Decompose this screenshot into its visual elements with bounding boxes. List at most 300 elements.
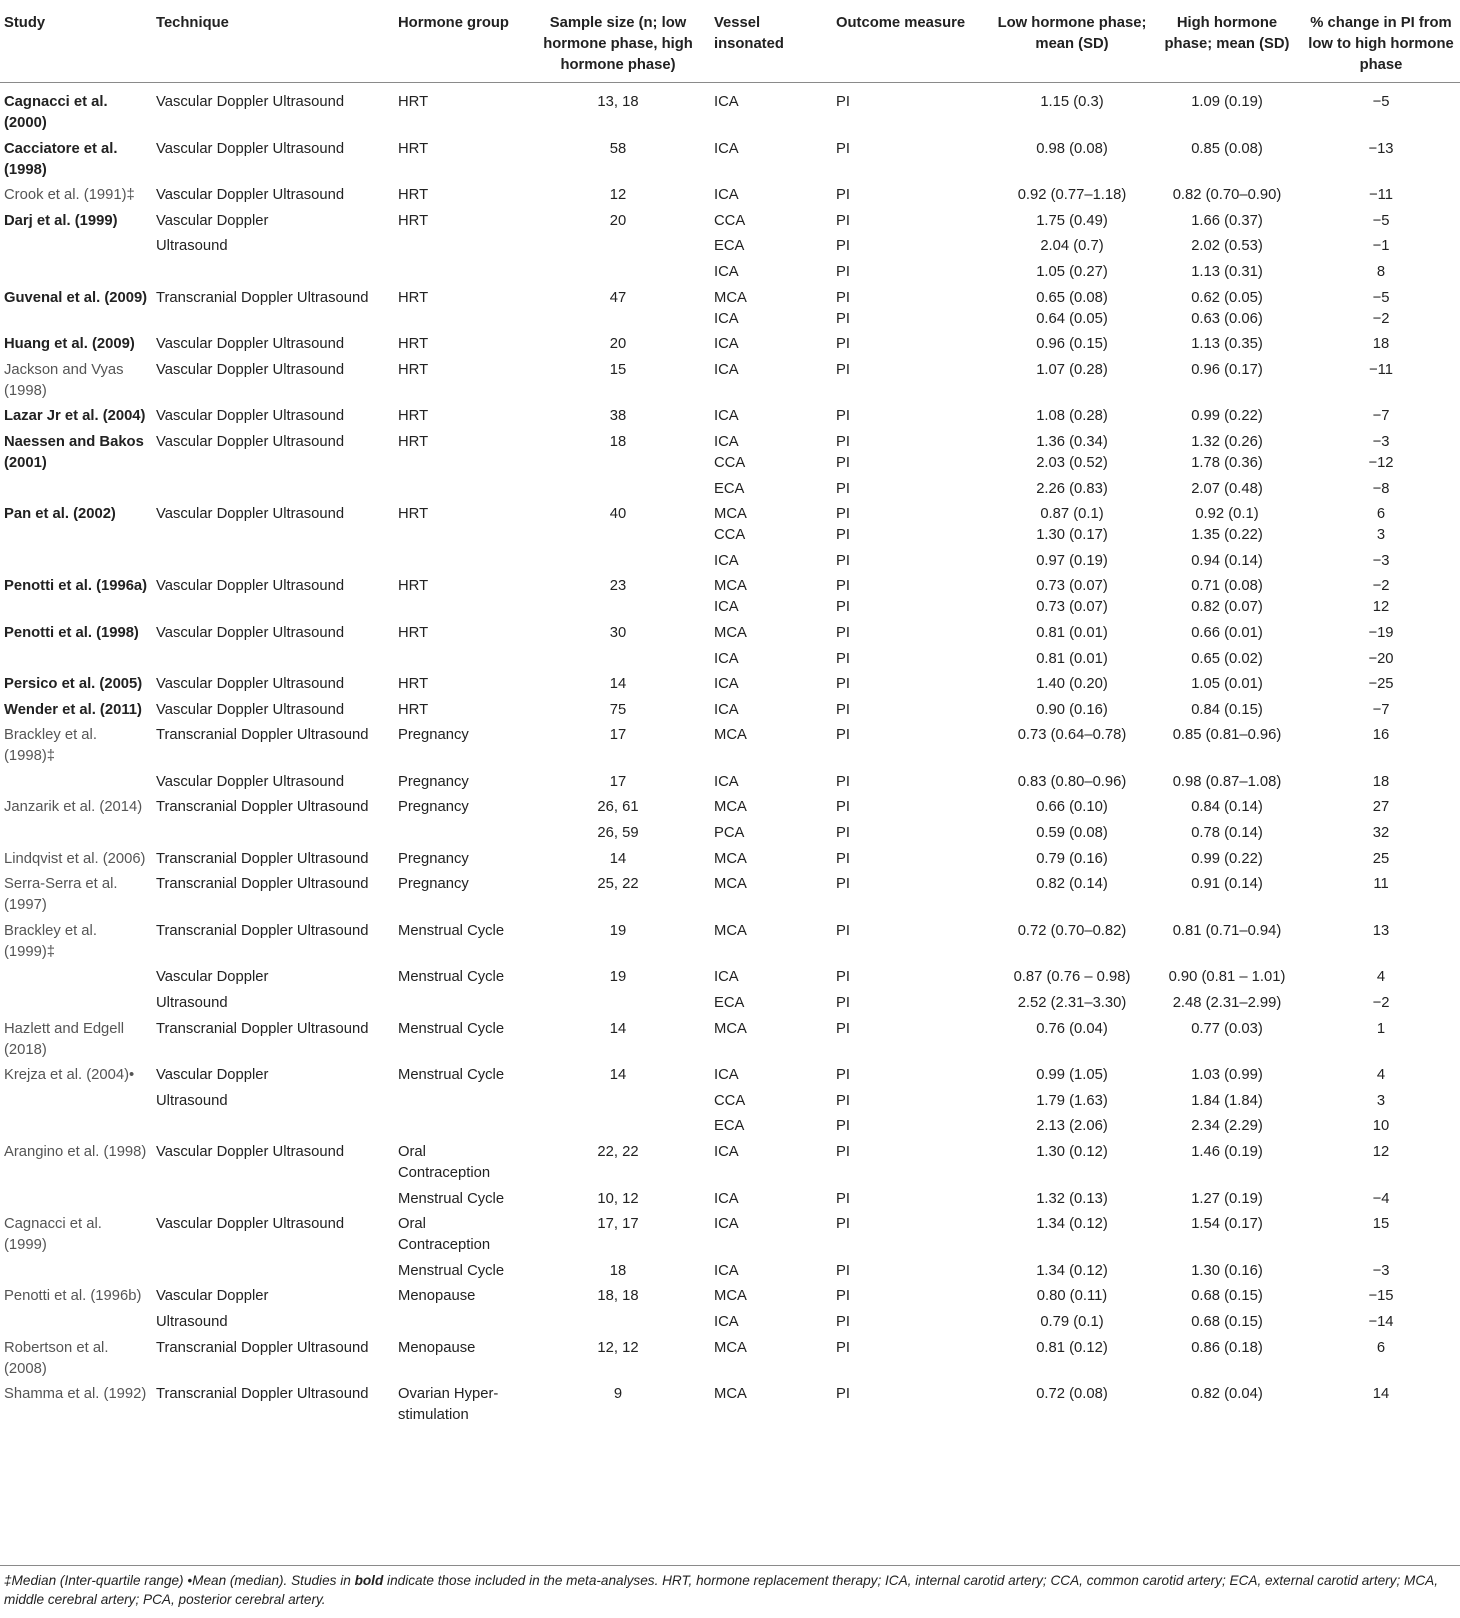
cell-high-phase: 1.32 (0.26) 1.78 (0.36) <box>1191 433 1263 471</box>
cell-high-phase: 0.82 (0.04) <box>1191 1386 1263 1403</box>
cell-vessel: ICA <box>714 94 739 110</box>
cell-study <box>0 234 152 260</box>
cell-low-phase: 0.80 (0.11) <box>1036 1288 1108 1305</box>
cell-percent-change: −14 <box>1368 1313 1394 1330</box>
header-sample-size: Sample size (n; low hormone phase, high hormone phase) <box>526 7 710 83</box>
cell-high-phase: 1.30 (0.16) <box>1191 1262 1263 1279</box>
cell-study: Penotti et al. (1998) <box>4 624 139 641</box>
cell-study: Robertson et al. (2008) <box>4 1339 109 1377</box>
cell-high-phase: 2.48 (2.31–2.99) <box>1172 995 1282 1012</box>
cell-high-phase: 0.99 (0.22) <box>1191 850 1263 867</box>
cell-low-phase: 0.98 (0.08) <box>1036 140 1108 157</box>
cell-technique: Vascular Doppler Ultrasound <box>156 701 345 718</box>
cell-technique: Vascular Doppler Ultrasound <box>156 578 345 595</box>
cell-technique: Vascular Doppler Ultrasound <box>156 187 345 204</box>
cell-hormone-group: HRT <box>398 676 429 693</box>
table-row <box>0 574 1460 621</box>
cell-vessel: MCA ICA <box>714 578 747 616</box>
cell-hormone-group: HRT <box>398 94 429 110</box>
header-vessel: Vessel insonated <box>710 7 832 83</box>
cell-study <box>0 1089 152 1115</box>
cell-percent-change: 10 <box>1372 1118 1390 1135</box>
cell-outcome: PI <box>836 922 850 939</box>
cell-technique: Vascular Doppler Ultrasound <box>156 676 345 693</box>
cell-percent-change: 16 <box>1372 727 1390 744</box>
cell-hormone-group <box>394 821 526 847</box>
cell-technique: Vascular Doppler Ultrasound <box>156 433 345 450</box>
cell-high-phase: 0.85 (0.81–0.96) <box>1172 727 1282 744</box>
cell-study <box>0 1114 152 1140</box>
cell-high-phase: 0.66 (0.01) <box>1191 624 1263 641</box>
cell-outcome: PI <box>836 995 850 1012</box>
cell-high-phase: 1.46 (0.19) <box>1191 1144 1263 1160</box>
table-row <box>0 1284 1460 1310</box>
cell-low-phase: 0.79 (0.1) <box>1040 1313 1104 1330</box>
cell-study: Cagnacci et al. (2000) <box>4 94 108 131</box>
cell-study <box>0 548 152 574</box>
cell-high-phase: 0.77 (0.03) <box>1191 1020 1263 1037</box>
cell-high-phase: 0.68 (0.15) <box>1191 1313 1263 1330</box>
cell-low-phase: 0.72 (0.70–0.82) <box>1017 922 1127 939</box>
cell-percent-change: −11 <box>1368 187 1393 204</box>
cell-vessel: ICA <box>714 361 739 378</box>
cell-low-phase: 0.59 (0.08) <box>1036 825 1108 842</box>
cell-vessel: ICA <box>714 650 739 667</box>
cell-vessel: PCA <box>714 825 745 842</box>
cell-study: Wender et al. (2011) <box>4 701 142 718</box>
cell-technique: Transcranial Doppler Ultrasound <box>156 876 369 893</box>
cell-sample-size: 26, 59 <box>597 825 639 842</box>
cell-low-phase: 1.05 (0.27) <box>1036 263 1108 280</box>
cell-study <box>0 991 152 1017</box>
cell-outcome: PI <box>836 408 850 425</box>
cell-hormone-group: Menopause <box>398 1339 476 1356</box>
cell-vessel: ICA <box>714 408 739 425</box>
cell-technique: Transcranial Doppler Ultrasound <box>156 799 369 816</box>
cell-high-phase: 0.78 (0.14) <box>1191 825 1263 842</box>
cell-percent-change: 3 <box>1376 1092 1386 1109</box>
cell-percent-change: −4 <box>1372 1190 1390 1207</box>
cell-vessel: MCA <box>714 1288 747 1305</box>
cell-vessel: ECA <box>714 238 745 255</box>
table-row <box>0 672 1460 698</box>
cell-outcome: PI <box>836 480 850 497</box>
cell-outcome: PI <box>836 1262 850 1279</box>
cell-sample-size: 13, 18 <box>597 94 639 110</box>
cell-high-phase: 0.99 (0.22) <box>1191 408 1263 425</box>
cell-low-phase: 2.26 (0.83) <box>1036 480 1108 497</box>
cell-high-phase: 0.98 (0.87–1.08) <box>1172 773 1282 790</box>
cell-percent-change: 6 <box>1376 1339 1386 1356</box>
cell-hormone-group: HRT <box>398 433 429 450</box>
table-row <box>0 646 1460 672</box>
cell-outcome: PI <box>836 825 850 842</box>
cell-low-phase: 0.81 (0.01) <box>1036 624 1108 641</box>
cell-percent-change: −7 <box>1372 701 1390 718</box>
cell-hormone-group: HRT <box>398 187 429 204</box>
cell-technique: Vascular Doppler Ultrasound <box>156 1216 345 1233</box>
cell-outcome: PI PI <box>836 506 850 544</box>
cell-low-phase: 1.34 (0.12) <box>1036 1262 1108 1279</box>
cell-vessel: ECA <box>714 480 745 497</box>
cell-sample-size: 26, 61 <box>597 799 639 816</box>
cell-outcome: PI <box>836 140 850 157</box>
table-row <box>0 548 1460 574</box>
cell-study <box>0 476 152 502</box>
cell-outcome: PI <box>836 1118 850 1135</box>
cell-vessel: ICA <box>714 1067 739 1084</box>
cell-vessel: ICA <box>714 1262 739 1279</box>
table-row <box>0 795 1460 821</box>
cell-high-phase: 0.84 (0.14) <box>1191 799 1263 816</box>
cell-sample-size: 30 <box>609 624 627 641</box>
cell-hormone-group <box>394 646 526 672</box>
cell-technique <box>152 1258 394 1284</box>
cell-low-phase: 1.08 (0.28) <box>1036 408 1108 425</box>
cell-percent-change: 8 <box>1376 263 1386 280</box>
cell-technique: Vascular Doppler <box>156 212 269 229</box>
cell-technique: Transcranial Doppler Ultrasound <box>156 1020 369 1037</box>
cell-low-phase: 0.73 (0.07) 0.73 (0.07) <box>1036 578 1108 616</box>
cell-sample-size: 75 <box>609 701 627 718</box>
cell-study: Brackley et al. (1999)‡ <box>4 922 97 960</box>
cell-high-phase: 0.71 (0.08) 0.82 (0.07) <box>1191 578 1263 616</box>
cell-hormone-group: Oral Contraception <box>398 1216 491 1254</box>
cell-hormone-group: HRT <box>398 506 429 523</box>
cell-study: Naessen and Bakos (2001) <box>4 433 144 471</box>
cell-sample-size: 18, 18 <box>597 1288 639 1305</box>
cell-low-phase: 0.90 (0.16) <box>1036 701 1108 718</box>
cell-technique: Vascular Doppler Ultrasound <box>156 1144 345 1160</box>
cell-vessel: CCA <box>714 1092 746 1109</box>
cell-vessel: ICA <box>714 676 739 693</box>
cell-percent-change: 14 <box>1372 1386 1390 1403</box>
cell-high-phase: 1.66 (0.37) <box>1191 212 1263 229</box>
table-row <box>0 136 1460 183</box>
cell-low-phase: 0.73 (0.64–0.78) <box>1017 727 1127 744</box>
cell-outcome: PI <box>836 187 850 204</box>
cell-outcome: PI <box>836 336 850 353</box>
cell-outcome: PI <box>836 650 850 667</box>
cell-percent-change: −20 <box>1368 650 1394 667</box>
table-row <box>0 1114 1460 1140</box>
cell-low-phase: 0.97 (0.19) <box>1036 552 1108 569</box>
cell-technique: Vascular Doppler <box>156 1288 269 1305</box>
cell-high-phase: 1.27 (0.19) <box>1191 1190 1263 1207</box>
cell-outcome: PI <box>836 969 850 986</box>
cell-percent-change: 4 <box>1376 969 1386 986</box>
cell-outcome: PI <box>836 624 850 641</box>
cell-percent-change: 13 <box>1372 922 1390 939</box>
table-row <box>0 919 1460 966</box>
table-row <box>0 404 1460 430</box>
cell-hormone-group: Menstrual Cycle <box>398 1020 505 1037</box>
cell-study: Hazlett and Edgell (2018) <box>4 1020 125 1058</box>
table-row <box>0 502 1460 549</box>
cell-hormone-group: Ovarian Hyper-stimulation <box>398 1386 499 1424</box>
cell-study: Huang et al. (2009) <box>4 336 135 353</box>
cell-outcome: PI <box>836 1339 850 1356</box>
cell-outcome: PI <box>836 552 850 569</box>
cell-high-phase: 0.96 (0.17) <box>1191 361 1263 378</box>
cell-technique: Vascular Doppler Ultrasound <box>156 361 345 378</box>
cell-study: Penotti et al. (1996b) <box>4 1288 142 1305</box>
cell-hormone-group: Menstrual Cycle <box>398 1190 505 1207</box>
cell-technique: Transcranial Doppler Ultrasound <box>156 922 369 939</box>
cell-high-phase: 0.68 (0.15) <box>1191 1288 1263 1305</box>
cell-high-phase: 1.54 (0.17) <box>1191 1216 1263 1233</box>
cell-high-phase: 1.84 (1.84) <box>1191 1092 1263 1109</box>
cell-vessel: MCA <box>714 922 747 939</box>
cell-low-phase: 2.13 (2.06) <box>1036 1118 1108 1135</box>
cell-low-phase: 1.40 (0.20) <box>1036 676 1108 693</box>
cell-low-phase: 0.87 (0.1) 1.30 (0.17) <box>1036 506 1108 544</box>
cell-outcome: PI <box>836 361 850 378</box>
cell-sample-size: 18 <box>609 433 627 450</box>
cell-outcome: PI PI <box>836 433 850 471</box>
table-row <box>0 260 1460 286</box>
header-outcome: Outcome measure <box>832 7 992 83</box>
cell-outcome: PI PI <box>836 578 850 616</box>
cell-technique <box>152 548 394 574</box>
cell-low-phase: 1.79 (1.63) <box>1036 1092 1108 1109</box>
cell-study <box>0 1258 152 1284</box>
cell-outcome: PI <box>836 1020 850 1037</box>
cell-study: Janzarik et al. (2014) <box>4 799 143 816</box>
cell-vessel: ICA <box>714 263 739 280</box>
cell-outcome: PI <box>836 94 850 110</box>
cell-study <box>0 260 152 286</box>
cell-study: Krejza et al. (2004)• <box>4 1067 135 1084</box>
table-row <box>0 1310 1460 1336</box>
cell-hormone-group <box>394 1310 526 1336</box>
header-low-phase: Low hormone phase; mean (SD) <box>992 7 1152 83</box>
cell-hormone-group: Pregnancy <box>398 727 469 744</box>
cell-high-phase: 0.85 (0.08) <box>1191 140 1263 157</box>
cell-percent-change: 15 <box>1372 1216 1390 1233</box>
cell-vessel: MCA <box>714 1386 747 1403</box>
table-row <box>0 1186 1460 1212</box>
cell-sample-size <box>526 991 710 1017</box>
cell-sample-size: 18 <box>609 1262 627 1279</box>
cell-low-phase: 0.87 (0.76 – 0.98) <box>1013 969 1131 986</box>
cell-low-phase: 2.04 (0.7) <box>1040 238 1104 255</box>
cell-outcome: PI <box>836 263 850 280</box>
cell-high-phase: 0.90 (0.81 – 1.01) <box>1168 969 1286 986</box>
cell-technique: Vascular Doppler Ultrasound <box>156 94 345 110</box>
table-row <box>0 1258 1460 1284</box>
cell-sample-size: 25, 22 <box>597 876 639 893</box>
cell-low-phase: 0.81 (0.12) <box>1036 1339 1108 1356</box>
cell-hormone-group: HRT <box>398 289 429 306</box>
cell-percent-change: −19 <box>1368 624 1394 641</box>
cell-hormone-group <box>394 476 526 502</box>
cell-outcome: PI <box>836 850 850 867</box>
cell-study: Pan et al. (2002) <box>4 506 116 523</box>
table-row <box>0 965 1460 991</box>
table-row <box>0 332 1460 358</box>
cell-high-phase: 0.82 (0.70–0.90) <box>1172 187 1282 204</box>
cell-technique <box>152 1114 394 1140</box>
cell-percent-change: −2 12 <box>1372 578 1390 616</box>
cell-sample-size: 40 <box>609 506 627 523</box>
cell-vessel: ECA <box>714 995 745 1012</box>
cell-technique: Vascular Doppler <box>156 969 269 986</box>
cell-percent-change: −3 <box>1372 1262 1390 1279</box>
cell-outcome: PI <box>836 1288 850 1305</box>
header-technique: Technique <box>152 7 394 83</box>
cell-percent-change: 32 <box>1372 825 1390 842</box>
cell-high-phase: 2.02 (0.53) <box>1191 238 1263 255</box>
table-row <box>0 697 1460 723</box>
cell-sample-size: 17 <box>609 727 627 744</box>
cell-percent-change: −3 −12 <box>1368 433 1394 471</box>
cell-sample-size: 9 <box>613 1386 623 1403</box>
cell-technique <box>152 476 394 502</box>
footnote-bold-word: bold <box>354 1573 384 1588</box>
header-study: Study <box>0 7 152 83</box>
cell-hormone-group: Menstrual Cycle <box>398 922 505 939</box>
cell-sample-size <box>526 260 710 286</box>
cell-outcome: PI <box>836 727 850 744</box>
cell-outcome: PI <box>836 676 850 693</box>
table-row <box>0 1063 1460 1089</box>
table-row <box>0 621 1460 647</box>
cell-percent-change: −8 <box>1372 480 1390 497</box>
cell-high-phase: 0.81 (0.71–0.94) <box>1172 922 1282 939</box>
table-row <box>0 1016 1460 1063</box>
cell-outcome: PI <box>836 1067 850 1084</box>
cell-outcome: PI <box>836 1190 850 1207</box>
cell-percent-change: 25 <box>1372 850 1390 867</box>
cell-sample-size: 15 <box>609 361 627 378</box>
table-row <box>0 1382 1460 1429</box>
cell-percent-change: 12 <box>1372 1144 1390 1160</box>
cell-sample-size <box>526 548 710 574</box>
table-row <box>0 872 1460 919</box>
cell-hormone-group <box>394 1114 526 1140</box>
cell-sample-size: 19 <box>609 969 627 986</box>
header-row <box>0 7 1460 83</box>
cell-technique: Ultrasound <box>156 995 228 1012</box>
cell-technique: Vascular Doppler <box>156 1067 269 1084</box>
table-row <box>0 285 1460 332</box>
cell-sample-size: 10, 12 <box>597 1190 639 1207</box>
cell-sample-size: 20 <box>609 212 627 229</box>
cell-study <box>0 965 152 991</box>
cell-sample-size: 17, 17 <box>597 1216 639 1233</box>
cell-low-phase: 1.34 (0.12) <box>1036 1216 1108 1233</box>
cell-percent-change: −5 <box>1372 94 1390 110</box>
table-row <box>0 234 1460 260</box>
cell-low-phase: 0.96 (0.15) <box>1036 336 1108 353</box>
cell-low-phase: 1.32 (0.13) <box>1036 1190 1108 1207</box>
cell-percent-change: −13 <box>1368 140 1394 157</box>
cell-study <box>0 821 152 847</box>
cell-technique: Transcranial Doppler Ultrasound <box>156 727 369 744</box>
cell-vessel: ICA <box>714 336 739 353</box>
cell-percent-change: 6 3 <box>1376 506 1386 544</box>
cell-vessel: ICA CCA <box>714 433 746 471</box>
cell-outcome: PI <box>836 876 850 893</box>
cell-vessel: ICA <box>714 1216 739 1233</box>
cell-low-phase: 1.36 (0.34) 2.03 (0.52) <box>1036 433 1108 471</box>
cell-sample-size: 14 <box>609 1067 627 1084</box>
cell-low-phase: 0.65 (0.08) 0.64 (0.05) <box>1036 289 1108 327</box>
cell-hormone-group: Menstrual Cycle <box>398 1262 505 1279</box>
cell-percent-change: −5 −2 <box>1372 289 1390 327</box>
cell-sample-size: 14 <box>609 850 627 867</box>
cell-hormone-group: Pregnancy <box>398 850 469 867</box>
cell-vessel: MCA <box>714 876 747 893</box>
cell-sample-size: 14 <box>609 1020 627 1037</box>
cell-high-phase: 1.05 (0.01) <box>1191 676 1263 693</box>
header-high-phase: High hormone phase; mean (SD) <box>1152 7 1302 83</box>
cell-technique: Ultrasound <box>156 238 228 255</box>
cell-hormone-group: HRT <box>398 140 429 157</box>
cell-hormone-group: Menstrual Cycle <box>398 969 505 986</box>
cell-hormone-group <box>394 234 526 260</box>
cell-high-phase: 0.91 (0.14) <box>1191 876 1263 893</box>
cell-vessel: MCA ICA <box>714 289 747 327</box>
cell-high-phase: 0.86 (0.18) <box>1191 1339 1263 1356</box>
cell-technique: Transcranial Doppler Ultrasound <box>156 850 369 867</box>
cell-hormone-group: Oral Contraception <box>398 1144 491 1181</box>
table-row <box>0 991 1460 1017</box>
table-body <box>0 83 1460 1429</box>
cell-study <box>0 1186 152 1212</box>
cell-technique: Transcranial Doppler Ultrasound <box>156 1386 369 1403</box>
cell-hormone-group: HRT <box>398 212 429 229</box>
table-row <box>0 1335 1460 1382</box>
cell-percent-change: −3 <box>1372 552 1390 569</box>
cell-sample-size <box>526 1089 710 1115</box>
cell-outcome: PI <box>836 1313 850 1330</box>
cell-study: Arangino et al. (1998) <box>4 1144 147 1160</box>
table-row <box>0 770 1460 796</box>
cell-vessel: ICA <box>714 773 739 790</box>
table-row <box>0 723 1460 770</box>
cell-outcome: PI <box>836 773 850 790</box>
table-row <box>0 83 1460 137</box>
cell-percent-change: 18 <box>1372 773 1390 790</box>
cell-high-phase: 1.13 (0.31) <box>1191 263 1263 280</box>
cell-sample-size: 23 <box>609 578 627 595</box>
cell-vessel: MCA <box>714 1339 747 1356</box>
cell-sample-size: 12 <box>609 187 627 204</box>
footnote-text-1: ‡Median (Inter-quartile range) •Mean (median). Studies in <box>4 1573 355 1588</box>
cell-outcome: PI <box>836 212 850 229</box>
cell-technique: Vascular Doppler Ultrasound <box>156 773 345 790</box>
table-row <box>0 357 1460 404</box>
cell-sample-size: 20 <box>609 336 627 353</box>
cell-percent-change: 4 <box>1376 1067 1386 1084</box>
cell-study: Cagnacci et al. (1999) <box>4 1216 102 1254</box>
cell-percent-change: −15 <box>1368 1288 1394 1305</box>
cell-low-phase: 0.82 (0.14) <box>1036 876 1108 893</box>
cell-hormone-group <box>394 991 526 1017</box>
cell-sample-size <box>526 1310 710 1336</box>
cell-vessel: MCA <box>714 624 747 641</box>
cell-sample-size <box>526 234 710 260</box>
cell-hormone-group: HRT <box>398 336 429 353</box>
table-row <box>0 1140 1460 1187</box>
cell-technique <box>152 1186 394 1212</box>
cell-sample-size: 12, 12 <box>597 1339 639 1356</box>
cell-low-phase: 0.76 (0.04) <box>1036 1020 1108 1037</box>
table-row <box>0 476 1460 502</box>
cell-vessel: ICA <box>714 701 739 718</box>
